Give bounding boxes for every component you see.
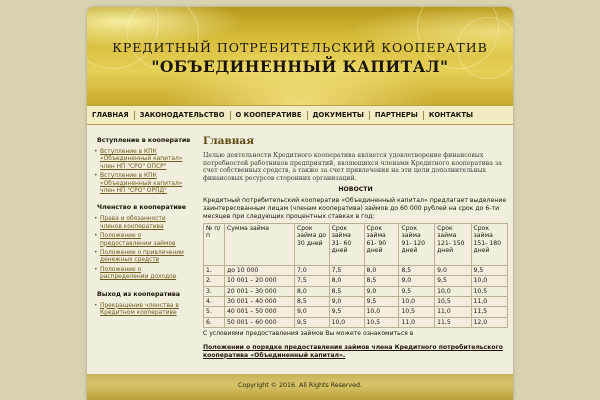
site-title-line1: КРЕДИТНЫЙ ПОТРЕБИТЕЛЬСКИЙ КООПЕРАТИВ	[112, 40, 488, 55]
table-cell: 2.	[204, 276, 225, 286]
table-header-row	[204, 224, 508, 266]
table-cell: 10 001 – 20 000	[225, 276, 295, 286]
table-cell: до 10 000	[225, 266, 295, 276]
table-cell: 1.	[204, 266, 225, 276]
table-cell: 9,5	[399, 286, 435, 296]
table-cell: 4.	[204, 297, 225, 307]
loan-terms-note: С условиями предоставления займов Вы можете ознакомиться в	[203, 329, 414, 337]
nav-item-contacts[interactable]: КОНТАКТЫ	[428, 110, 473, 119]
main-nav	[87, 105, 513, 125]
table-cell: 8,0	[364, 266, 399, 276]
table-header: Срок займа 61- 90 дней	[364, 224, 399, 266]
table-cell: 40 001 – 50 000	[225, 307, 295, 317]
table-cell: 9,0	[364, 286, 399, 296]
table-cell: 10,0	[364, 307, 399, 317]
table-cell: 10,0	[435, 286, 471, 296]
sidebar	[93, 134, 189, 327]
nav-item-about[interactable]: О КООПЕРАТИВЕ	[231, 111, 308, 120]
table-cell: 11,5	[435, 317, 471, 327]
table-cell: 8,5	[295, 297, 330, 307]
table-cell: 11,5	[471, 307, 507, 317]
nav-item-home[interactable]: ГЛАВНАЯ	[87, 111, 135, 120]
table-header: № п/п	[204, 224, 225, 266]
table-cell: 10,0	[471, 276, 507, 286]
table-header: Срок займа 31- 60 дней	[329, 224, 364, 266]
table-cell: 7,5	[295, 276, 330, 286]
table-header: Срок займа 121- 150 дней	[435, 224, 471, 266]
table-cell: 9,0	[399, 276, 435, 286]
table-cell: 11,0	[435, 307, 471, 317]
table-cell: 11,0	[471, 297, 507, 307]
copyright-text: Copyright © 2016. All Rights Reserved.	[237, 382, 363, 389]
sidebar-list-exit	[93, 303, 189, 318]
table-cell: 11,0	[399, 317, 435, 327]
table-row	[204, 276, 508, 286]
table-cell: 3.	[204, 286, 225, 296]
table-cell: 9,0	[435, 266, 471, 276]
loan-regulations-link[interactable]: Положении о порядке предоставления займов члена Кредитного потребительского кооператива «Объединенный капитал».	[203, 343, 503, 359]
sidebar-link[interactable]: • Положение о привлечении денежных средств	[93, 250, 189, 265]
table-cell: 9,5	[364, 297, 399, 307]
table-cell: 9,0	[329, 297, 364, 307]
rates-table	[203, 223, 508, 328]
table-cell: 5.	[204, 307, 225, 317]
table-row	[204, 297, 508, 307]
table-cell: 12,0	[471, 317, 507, 327]
table-header: Срок займа 91- 120 дней	[399, 224, 435, 266]
table-cell: 8,5	[329, 286, 364, 296]
table-cell: 7,5	[329, 266, 364, 276]
sidebar-heading-membership: Членство в кооперативе	[97, 204, 187, 212]
table-cell: 10,0	[399, 297, 435, 307]
site-header	[87, 7, 513, 105]
nav-item-documents[interactable]: ДОКУМЕНТЫ	[308, 111, 370, 120]
table-cell: 8,0	[295, 286, 330, 296]
page-container	[87, 7, 513, 400]
table-row	[204, 307, 508, 317]
sidebar-heading-joining: Вступление в кооператив	[97, 137, 191, 144]
table-cell: 50 001 – 60 000	[225, 317, 295, 327]
nav-item-legislation[interactable]: ЗАКОНОДАТЕЛЬСТВО	[135, 111, 231, 120]
table-header: Срок займа до 30 дней	[295, 224, 330, 266]
table-header: Сумма займа	[225, 224, 295, 266]
sidebar-list-membership	[93, 216, 189, 281]
sidebar-link[interactable]: • Прекращение членства в Кредитном кооперативе	[93, 303, 189, 318]
table-cell: 8,5	[364, 276, 399, 286]
page-title: Главная	[203, 135, 254, 147]
news-text: Кредитный потребительский кооператив «Объединенный капитал» предлагает выделение заинтересованным лицам (членам кооператива) займов до 60 000 рублей на срок до 6-ти месяцев при следующих процентных ставках в год:	[203, 197, 507, 220]
table-cell: 10,5	[471, 286, 507, 296]
table-cell: 9,5	[435, 276, 471, 286]
table-cell: 10,0	[329, 317, 364, 327]
table-cell: 8,0	[329, 276, 364, 286]
table-cell: 9,5	[295, 317, 330, 327]
sidebar-link[interactable]: • Права и обязанности членов кооператива	[93, 216, 189, 231]
table-cell: 9,5	[471, 266, 507, 276]
sidebar-list-joining	[93, 149, 189, 195]
table-cell: 8,5	[399, 266, 435, 276]
nav-item-partners[interactable]: ПАРТНЕРЫ	[370, 111, 424, 120]
table-cell: 6.	[204, 317, 225, 327]
table-cell: 20 001 – 30 000	[225, 286, 295, 296]
table-cell: 30 001 – 40 000	[225, 297, 295, 307]
sidebar-link[interactable]: • Положение о распределении доходов	[93, 267, 189, 282]
table-header: Срок займа 151- 180 дней	[471, 224, 507, 266]
sidebar-link[interactable]: • Вступление в КПК «Объединенный капитал» член НП "СРО" ОРПД"	[93, 173, 189, 195]
table-cell: 9,5	[329, 307, 364, 317]
table-cell: 10,5	[364, 317, 399, 327]
site-title-line2: "ОБЪЕДИНЕННЫЙ КАПИТАЛ"	[151, 57, 449, 76]
sidebar-link[interactable]: • Положение о предоставлении займов	[93, 233, 189, 248]
table-cell: 10,5	[399, 307, 435, 317]
table-row	[204, 317, 508, 327]
sidebar-heading-exit: Выход из кооператива	[97, 290, 181, 298]
sidebar-link[interactable]: • Вступление в КПК «Объединенный капитал» член НП "СРО" ОПСР"	[93, 149, 189, 171]
table-row	[204, 286, 508, 296]
news-heading: НОВОСТИ	[338, 186, 373, 194]
intro-text: Целью деятельности Кредитного кооператива является удовлетворение финансовых потребностей работников предприятий, являющихся членами Кредитного кооператива за счет собственных средств, а также за счет привлечения на эти цели дополнительных финансовых ресурсов сторонних организаций.	[203, 152, 502, 182]
main-content	[203, 133, 508, 359]
table-cell: 7,0	[295, 266, 330, 276]
table-row	[204, 266, 508, 276]
site-footer	[87, 374, 513, 400]
table-cell: 9,0	[295, 307, 330, 317]
table-cell: 10,5	[435, 297, 471, 307]
